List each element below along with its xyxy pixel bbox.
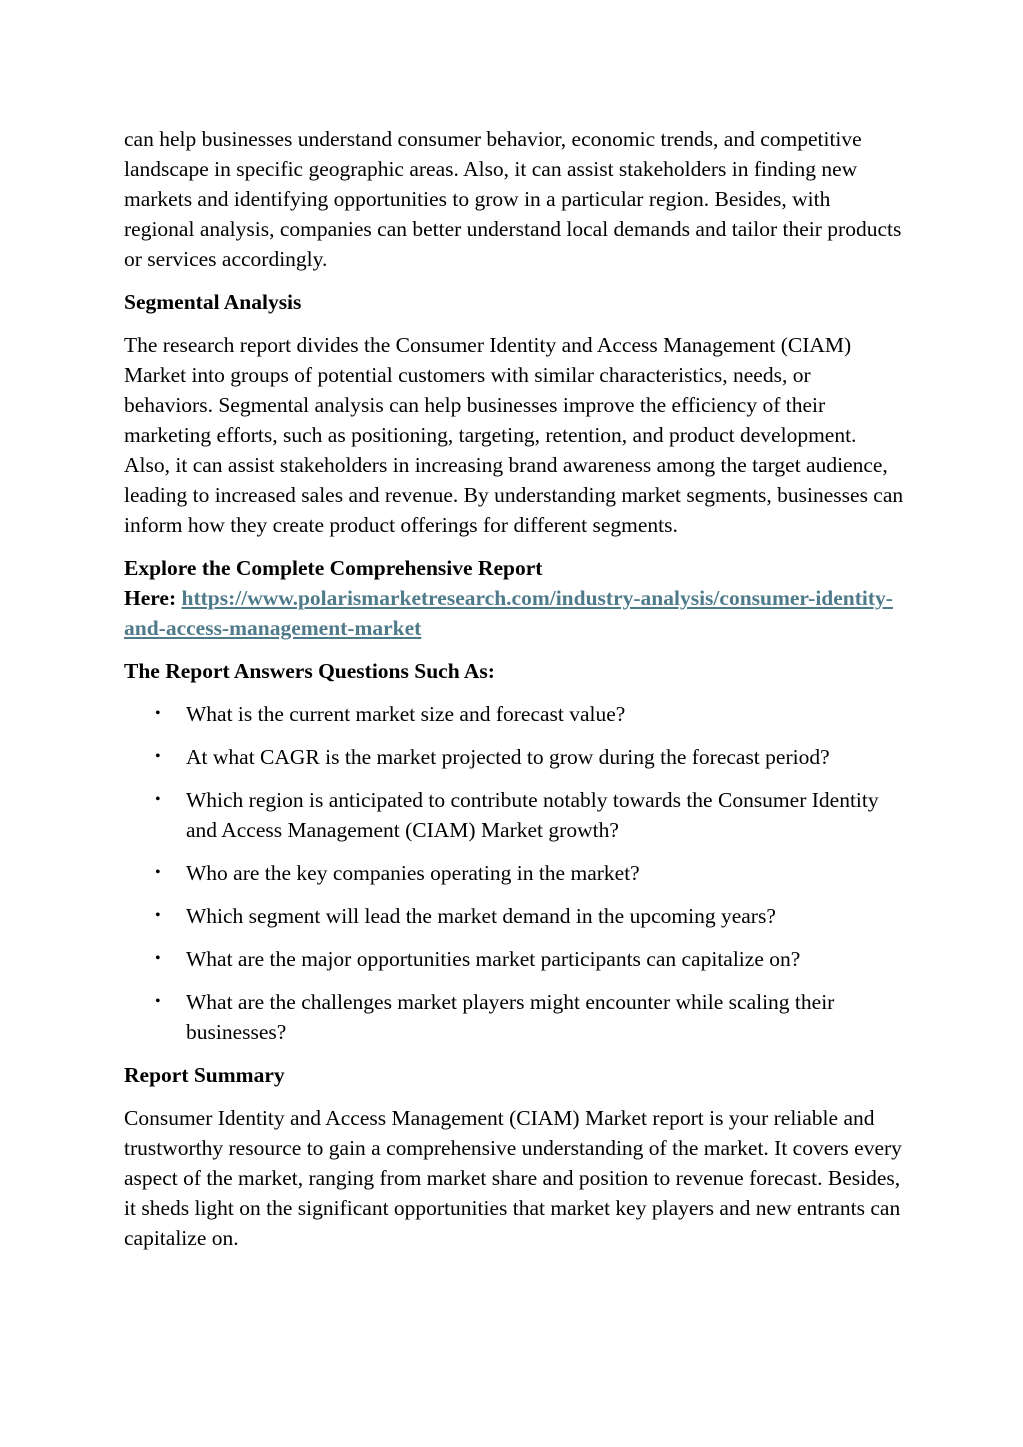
list-item-text: At what CAGR is the market projected to grow during the forecast period? (186, 745, 830, 769)
list-item-text: What are the major opportunities market participants can capitalize on? (186, 947, 801, 971)
list-item-text: Who are the key companies operating in the market? (186, 861, 640, 885)
bullet-icon: • (155, 993, 161, 1010)
explore-report-label: Explore the Complete Comprehensive Report (124, 556, 543, 580)
report-link[interactable]: https://www.polarismarketresearch.com/industry-analysis/consumer-identity-and-access-management-market (124, 586, 893, 640)
questions-heading: The Report Answers Questions Such As: (124, 659, 495, 683)
bullet-icon: • (155, 950, 161, 967)
explore-here-label: Here: (124, 586, 182, 610)
list-item (124, 987, 904, 1047)
bullet-icon: • (155, 705, 161, 722)
list-item-text: What are the challenges market players might encounter while scaling their businesses? (186, 990, 835, 1044)
list-item (124, 742, 904, 772)
bullet-icon: • (155, 748, 161, 765)
list-item (124, 901, 904, 931)
list-item (124, 858, 904, 888)
list-item (124, 699, 904, 729)
list-item-text: Which region is anticipated to contribute notably towards the Consumer Identity and Access Management (CIAM) Market growth? (186, 788, 879, 842)
list-item-text: What is the current market size and forecast value? (186, 702, 626, 726)
segmental-analysis-paragraph: The research report divides the Consumer Identity and Access Management (CIAM) Market into groups of potential customers with similar characteristics, needs, or behaviors. Segmental analysis can help businesses improve the efficiency of their marketing efforts, such as positioning, targeting, retention, and product development. Also, it can assist stakeholders in increasing brand awareness among the target audience, leading to increased sales and revenue. By understanding market segments, businesses can inform how they create product offerings for different segments. (124, 333, 904, 537)
report-summary-heading: Report Summary (124, 1063, 285, 1087)
document-page (124, 124, 904, 1266)
list-item-text: Which segment will lead the market demand in the upcoming years? (186, 904, 776, 928)
list-item (124, 944, 904, 974)
questions-list (124, 699, 904, 1047)
bullet-icon: • (155, 907, 161, 924)
bullet-icon: • (155, 791, 161, 808)
explore-report-block (124, 553, 904, 643)
bullet-icon: • (155, 864, 161, 881)
report-summary-paragraph: Consumer Identity and Access Management (CIAM) Market report is your reliable and trustworthy resource to gain a comprehensive understanding of the market. It covers every aspect of the market, ranging from market share and position to revenue forecast. Besides, it sheds light on the significant opportunities that market key players and new entrants can capitalize on. (124, 1106, 902, 1250)
segmental-analysis-heading: Segmental Analysis (124, 290, 302, 314)
list-item (124, 785, 904, 845)
intro-paragraph: can help businesses understand consumer behavior, economic trends, and competitive landscape in specific geographic areas. Also, it can assist stakeholders in finding new markets and identifying opportunities to grow in a particular region. Besides, with regional analysis, companies can better understand local demands and tailor their products or services accordingly. (124, 127, 902, 271)
